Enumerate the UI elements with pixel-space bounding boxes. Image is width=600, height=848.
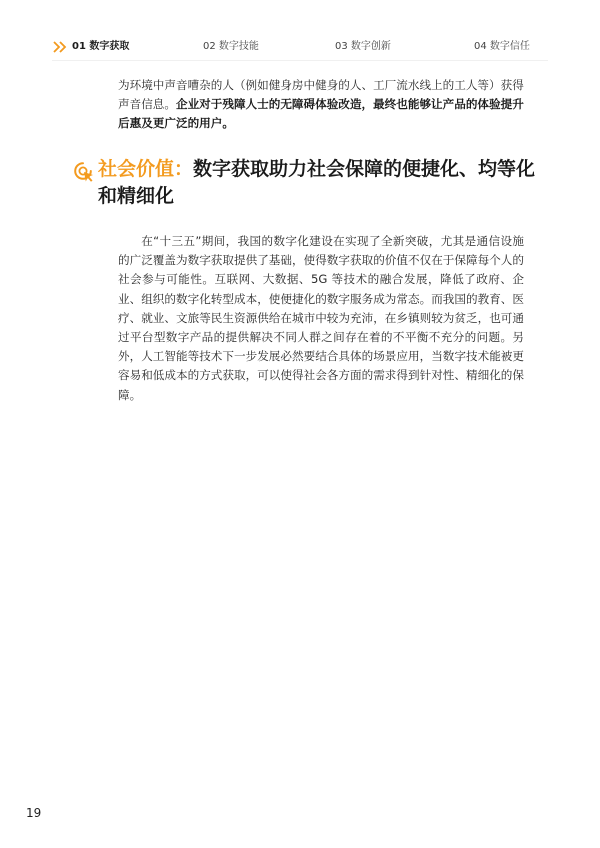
top-navigation xyxy=(0,36,600,58)
section-heading-text: 数字获取助力社会保障的便捷化、均等化和精细化 xyxy=(98,158,536,207)
page-number: 19 xyxy=(26,806,42,820)
cursor-click-icon xyxy=(72,160,94,182)
section-heading xyxy=(98,156,554,210)
nav-divider xyxy=(52,60,548,61)
section-heading-accent: 社会价值： xyxy=(98,158,194,180)
intro-paragraph xyxy=(118,76,524,133)
intro-text: 为环境中声音嘈杂的人（例如健身房中健身的人、工厂流水线上的工人等）获得声音信息。 xyxy=(118,78,524,111)
intro-bold-text: 企业对于残障人士的无障碍体验改造，最终也能够让产品的体验提升后惠及更广泛的用户。 xyxy=(118,97,524,130)
body-paragraph: 在“十三五”期间，我国的数字化建设在实现了全新突破，尤其是通信设施的广泛覆盖为数字获取提供了基础，使得数字获取的价值不仅在于保障每个人的社会参与可能性。互联网、大数据、5G 等技术的融合发展，降低了政府、企业、组织的数字化转型成本，使便捷化的数字服务成为常态。而我国的教育、医疗、就业、文旅等民生资源供给在城市中较为充沛，在乡镇则较为贫乏，也可通过平台型数字产品的提供解决不同人群之间存在着的不平衡不充分的问题。另外，人工智能等技术下一步发展必然要结合具体的场景应用，当数字技术能被更容易和低成本的方式获取，可以使得社会各方面的需求得到针对性、精细化的保障。 xyxy=(118,234,524,402)
nav-tab-digital-access[interactable]: 01 数字获取 xyxy=(72,41,130,52)
nav-tab-digital-trust[interactable]: 04 数字信任 xyxy=(474,41,530,52)
nav-tab-digital-innovation[interactable]: 03 数字创新 xyxy=(335,41,391,52)
double-chevron-right-icon xyxy=(52,40,68,54)
nav-tab-digital-skills[interactable]: 02 数字技能 xyxy=(203,41,259,52)
